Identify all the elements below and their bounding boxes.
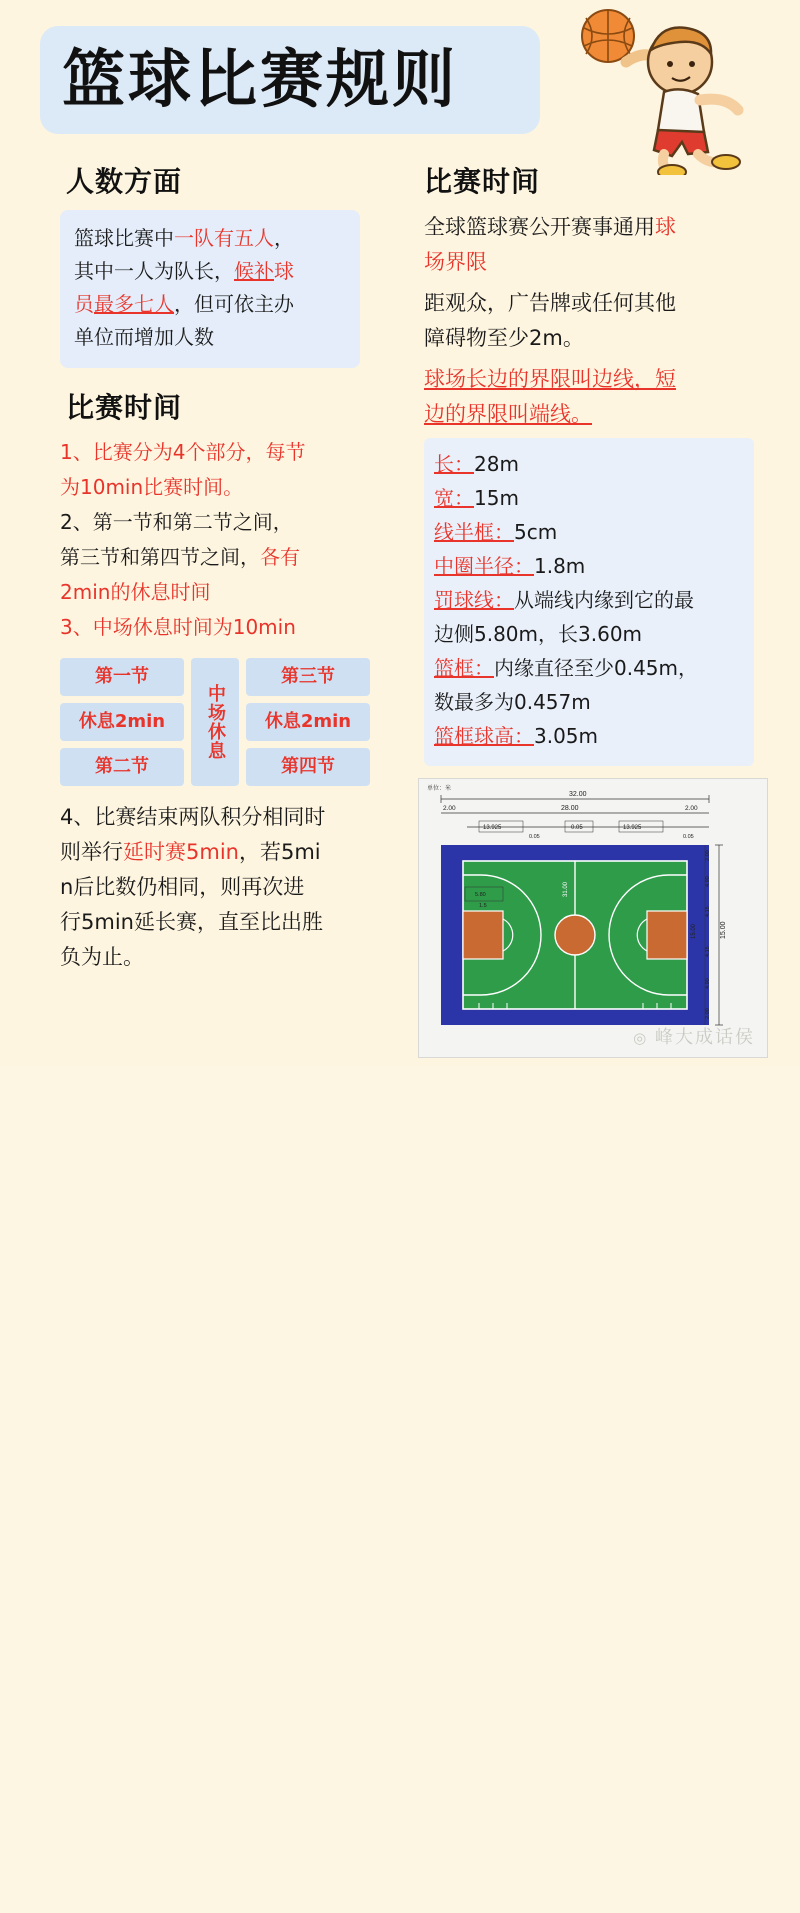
highlight-each-has: 各有	[260, 545, 300, 569]
cell-halftime: 中场休息	[191, 658, 239, 786]
rule-item-1-line-1: 1、比赛分为4个部分，每节	[60, 440, 306, 464]
svg-text:15.00: 15.00	[691, 923, 697, 939]
rule-item-2-line-3: 2min的休息时间	[60, 580, 211, 604]
spec-row	[434, 550, 744, 583]
spec-label: 篮框球高：	[434, 724, 534, 748]
spec-label: 宽：	[434, 486, 474, 510]
players-rule-line-4: 单位而增加人数	[74, 325, 214, 349]
svg-text:4.90: 4.90	[705, 876, 711, 887]
highlight-sideline: 球场长边的界限叫边线，短	[424, 367, 676, 391]
text-fragment: 员	[74, 292, 94, 316]
watermark: ◎ 峰大成话侯	[633, 1027, 755, 1048]
right-column	[424, 160, 764, 766]
svg-text:0.05: 0.05	[683, 834, 694, 840]
rule-item-2-line-2	[60, 541, 390, 574]
rule-item-3: 3、中场休息时间为10min	[60, 615, 296, 639]
spec-label: 罚球线：	[434, 588, 514, 612]
quarters-table	[60, 658, 392, 786]
svg-text:2.00: 2.00	[443, 805, 456, 812]
svg-text:13.925: 13.925	[623, 825, 642, 831]
cell-rest-2: 休息2min	[246, 703, 370, 741]
rule-item-4-line-5: 负为止。	[60, 945, 144, 969]
highlight-max-seven: 最多七人	[94, 292, 174, 316]
spec-value: 3.05m	[534, 724, 599, 748]
spec-row	[434, 584, 744, 617]
cell-quarter-2: 第二节	[60, 748, 184, 786]
highlight-player: 球	[274, 259, 294, 283]
spec-row	[434, 482, 744, 515]
spec-value: 5cm	[514, 520, 558, 544]
heading-people-count: 人数方面	[66, 165, 183, 198]
rule-item-4-line-2	[60, 835, 400, 870]
cell-rest-1: 休息2min	[60, 703, 184, 741]
page-title: 篮球比赛规则	[62, 43, 458, 116]
spec-label: 篮框：	[434, 656, 494, 680]
spec-value: 1.8m	[534, 554, 586, 578]
spec-row	[434, 686, 744, 719]
spec-value: 28m	[474, 452, 519, 476]
text-fragment: ，若5mi	[238, 840, 321, 864]
spec-row	[434, 618, 744, 651]
left-column	[44, 160, 394, 975]
highlight-substitute: 候补	[234, 259, 274, 283]
text-fragment: 则举行	[60, 840, 123, 864]
rule-item-4-line-3: n后比数仍相同，则再次进	[60, 875, 305, 899]
svg-text:28.00: 28.00	[561, 805, 579, 812]
spec-value: 从端线内缘到它的最	[514, 588, 694, 612]
quarters-column-middle	[191, 658, 239, 786]
rule-item-4	[60, 800, 400, 975]
heading-match-time-right: 比赛时间	[424, 165, 541, 198]
heading-match-time-left: 比赛时间	[66, 391, 183, 424]
spec-row	[434, 652, 744, 685]
svg-text:2.00: 2.00	[705, 850, 711, 861]
spec-label: 中圈半径：	[434, 554, 534, 578]
svg-text:0.05: 0.05	[529, 834, 540, 840]
highlight-boundary: 场界限	[424, 250, 487, 274]
svg-text:31.00: 31.00	[563, 881, 569, 897]
text-fragment: 距观众，广告牌或任何其他	[424, 291, 676, 315]
obstacle-distance-paragraph	[424, 286, 754, 356]
spec-row	[434, 448, 744, 481]
court-boundary-paragraph	[424, 210, 754, 280]
court-spec-list	[424, 438, 754, 766]
svg-text:0.05: 0.05	[571, 825, 583, 831]
highlight-overtime: 延时赛5min	[123, 840, 239, 864]
spec-value: 数最多为0.457m	[434, 690, 591, 714]
text-fragment: 第三节和第四节之间，	[60, 545, 260, 569]
svg-text:2.00: 2.00	[705, 1008, 711, 1019]
quarters-column-left	[60, 658, 184, 786]
cell-quarter-1: 第一节	[60, 658, 184, 696]
svg-text:5.80: 5.80	[475, 892, 486, 898]
basketball-player-icon	[552, 0, 752, 175]
rule-item-4-line-4: 行5min延长赛，直至比出胜	[60, 910, 323, 934]
text-fragment: 全球篮球赛公开赛事通用	[424, 215, 655, 239]
spec-label: 线半框：	[434, 520, 514, 544]
highlight-endline: 边的界限叫端线。	[424, 402, 592, 426]
svg-text:4.15: 4.15	[705, 946, 711, 957]
svg-text:4.90: 4.90	[705, 978, 711, 989]
cell-quarter-4: 第四节	[246, 748, 370, 786]
highlight-team-five: 一队有五人	[174, 226, 274, 250]
rule-item-4-line-1: 4、比赛结束两队积分相同时	[60, 805, 326, 829]
quarters-column-right	[246, 658, 370, 786]
svg-text:15.00: 15.00	[720, 921, 727, 939]
players-rule-box	[60, 210, 360, 368]
highlight-court: 球	[655, 215, 676, 239]
spec-value: 内缘直径至少0.45m，	[494, 656, 699, 680]
text-fragment: ，	[274, 226, 294, 250]
match-time-rules	[60, 436, 390, 644]
court-diagram	[418, 778, 768, 1058]
svg-text:4.15: 4.15	[705, 906, 711, 917]
spec-row	[434, 720, 744, 753]
text-fragment: 障碍物至少2m。	[424, 326, 584, 350]
svg-text:13.925: 13.925	[483, 825, 502, 831]
watermark-text: 峰大成话侯	[655, 1027, 755, 1048]
sideline-endline-paragraph	[424, 362, 754, 432]
spec-value: 边侧5.80m，长3.60m	[434, 622, 643, 646]
text-fragment: 篮球比赛中	[74, 226, 174, 250]
svg-text:2.00: 2.00	[685, 805, 698, 812]
players-rule-line-2	[74, 255, 346, 288]
svg-text:1.5: 1.5	[479, 903, 487, 909]
rule-item-1-line-2: 为10min比赛时间。	[60, 475, 244, 499]
spec-label: 长：	[434, 452, 474, 476]
text-fragment: 其中一人为队长，	[74, 259, 234, 283]
svg-text:32.00: 32.00	[569, 791, 587, 798]
spec-value: 15m	[474, 486, 519, 510]
rule-item-2-line-1: 2、第一节和第二节之间，	[60, 510, 293, 534]
court-unit-label: 单位：米	[427, 786, 452, 792]
players-rule-line-3	[74, 288, 346, 321]
cell-quarter-3: 第三节	[246, 658, 370, 696]
text-fragment: ，但可依主办	[174, 292, 294, 316]
players-rule-line-1	[74, 222, 346, 255]
spec-row	[434, 516, 744, 549]
